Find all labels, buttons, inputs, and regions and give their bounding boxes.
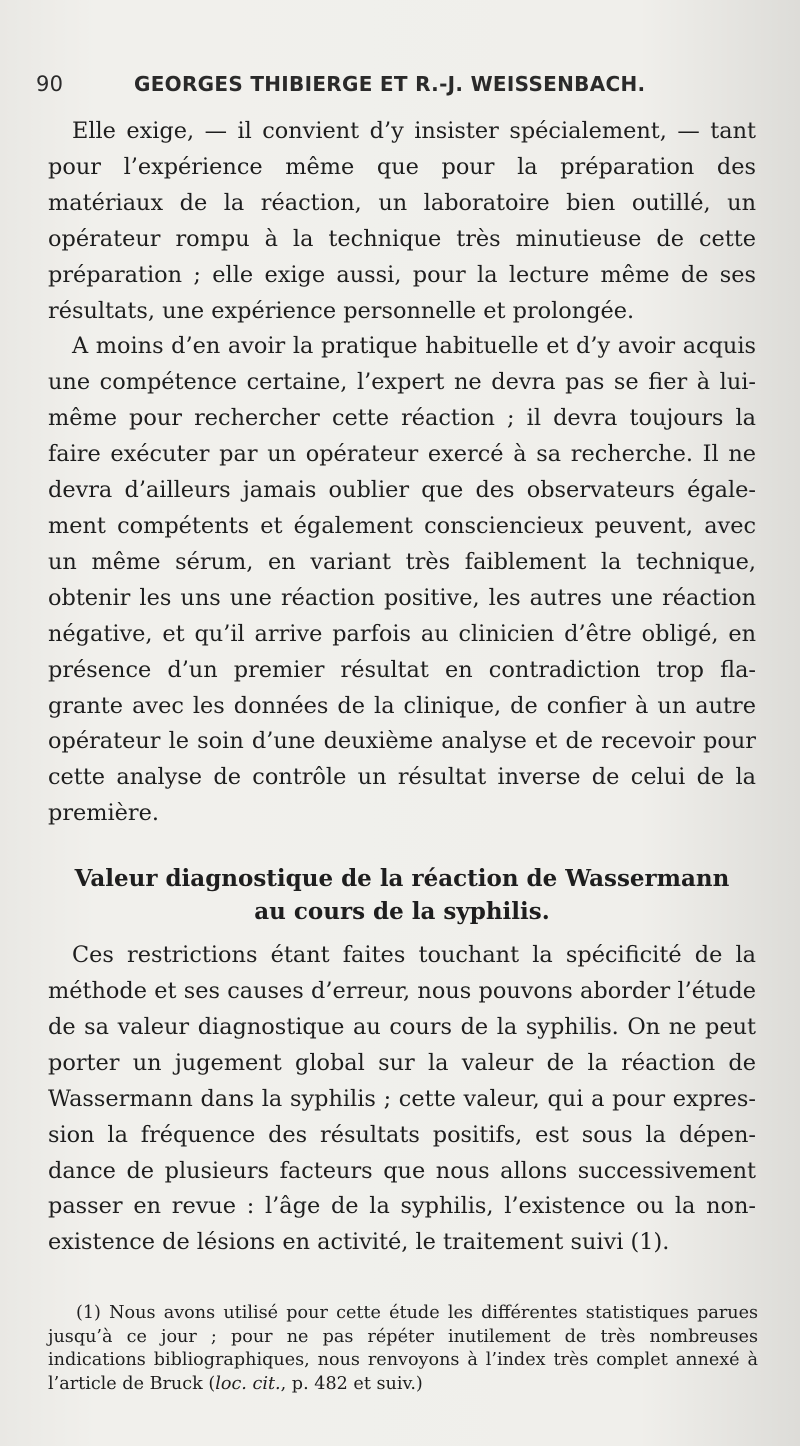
footnote-text: Nous avons utilisé pour cette étude les différentes statistiques parues jusqu’à ce jour ; pour ne pas répéter inutilement de très nombreuses indications bibliographiques, nous renvoyons à l’index très complet annexé à l’article de Bruck ( [48, 1303, 759, 1394]
main-text [48, 114, 756, 1261]
footnote-citation: loc. cit. [215, 1373, 281, 1394]
footnote-marker: (1) [76, 1303, 101, 1323]
paragraph-1: Elle exige, — il convient d’y insister spécialement, — tant pour l’expérience même que pour la préparation des matériaux de la réaction, un laboratoire bien outillé, un opérateur rompu à la technique très minutieuse de cette préparation ; elle exige aussi, pour la lecture même de ses résultats, une expérience personnelle et prolongée. [48, 118, 756, 324]
running-head: GEORGES THIBIERGE ET R.-J. WEISSENBACH. [134, 72, 646, 96]
section-heading-line-2: au cours de la syphilis. [254, 898, 550, 926]
paragraph-2: A moins d’en avoir la pratique habituelle et d’y avoir acquis une compétence certaine, l’expert ne devra pas se fier à lui-même pour rechercher cette réaction ; il devra toujours la faire exécuter par un opérateur exercé à sa recherche. Il ne devra d’ailleurs jamais oublier que des observateurs également compétents et également consciencieux peuvent, avec un même sérum, en variant très faiblement la technique, obtenir les uns une réaction positive, les autres une réaction négative, et qu’il arrive parfois au clinicien d’être obligé, en présence d’un premier résultat en contradiction trop flagrante avec les données de la clinique, de confier à un autre opérateur le soin d’une deuxième analyse et de recevoir pour cette analyse de contrôle un résultat inverse de celui de la première. [48, 333, 756, 827]
footnote-paragraph [48, 1302, 758, 1396]
page-number: 90 [36, 72, 64, 96]
section-paragraph: Ces restrictions étant faites touchant la spécificité de la méthode et ses causes d’erreur, nous pouvons aborder l’étude de sa valeur diagnostique au cours de la syphilis. On ne peut porter un jugement global sur la valeur de la réaction de Wassermann dans la syphilis ; cette valeur, qui a pour expression la fréquence des résultats positifs, est sous la dépendance de plusieurs facteurs que nous allons successivement passer en revue : l’âge de la syphilis, l’existence ou la non-existence de lésions en activité, le traitement suivi (1). [48, 942, 756, 1256]
footnote-text-end: , p. 482 et suiv.) [280, 1373, 423, 1394]
section-heading [48, 862, 756, 928]
footnote [48, 1302, 758, 1396]
section-heading-line-1: Valeur diagnostique de la réaction de Wassermann [74, 865, 730, 893]
page-header [36, 72, 756, 104]
